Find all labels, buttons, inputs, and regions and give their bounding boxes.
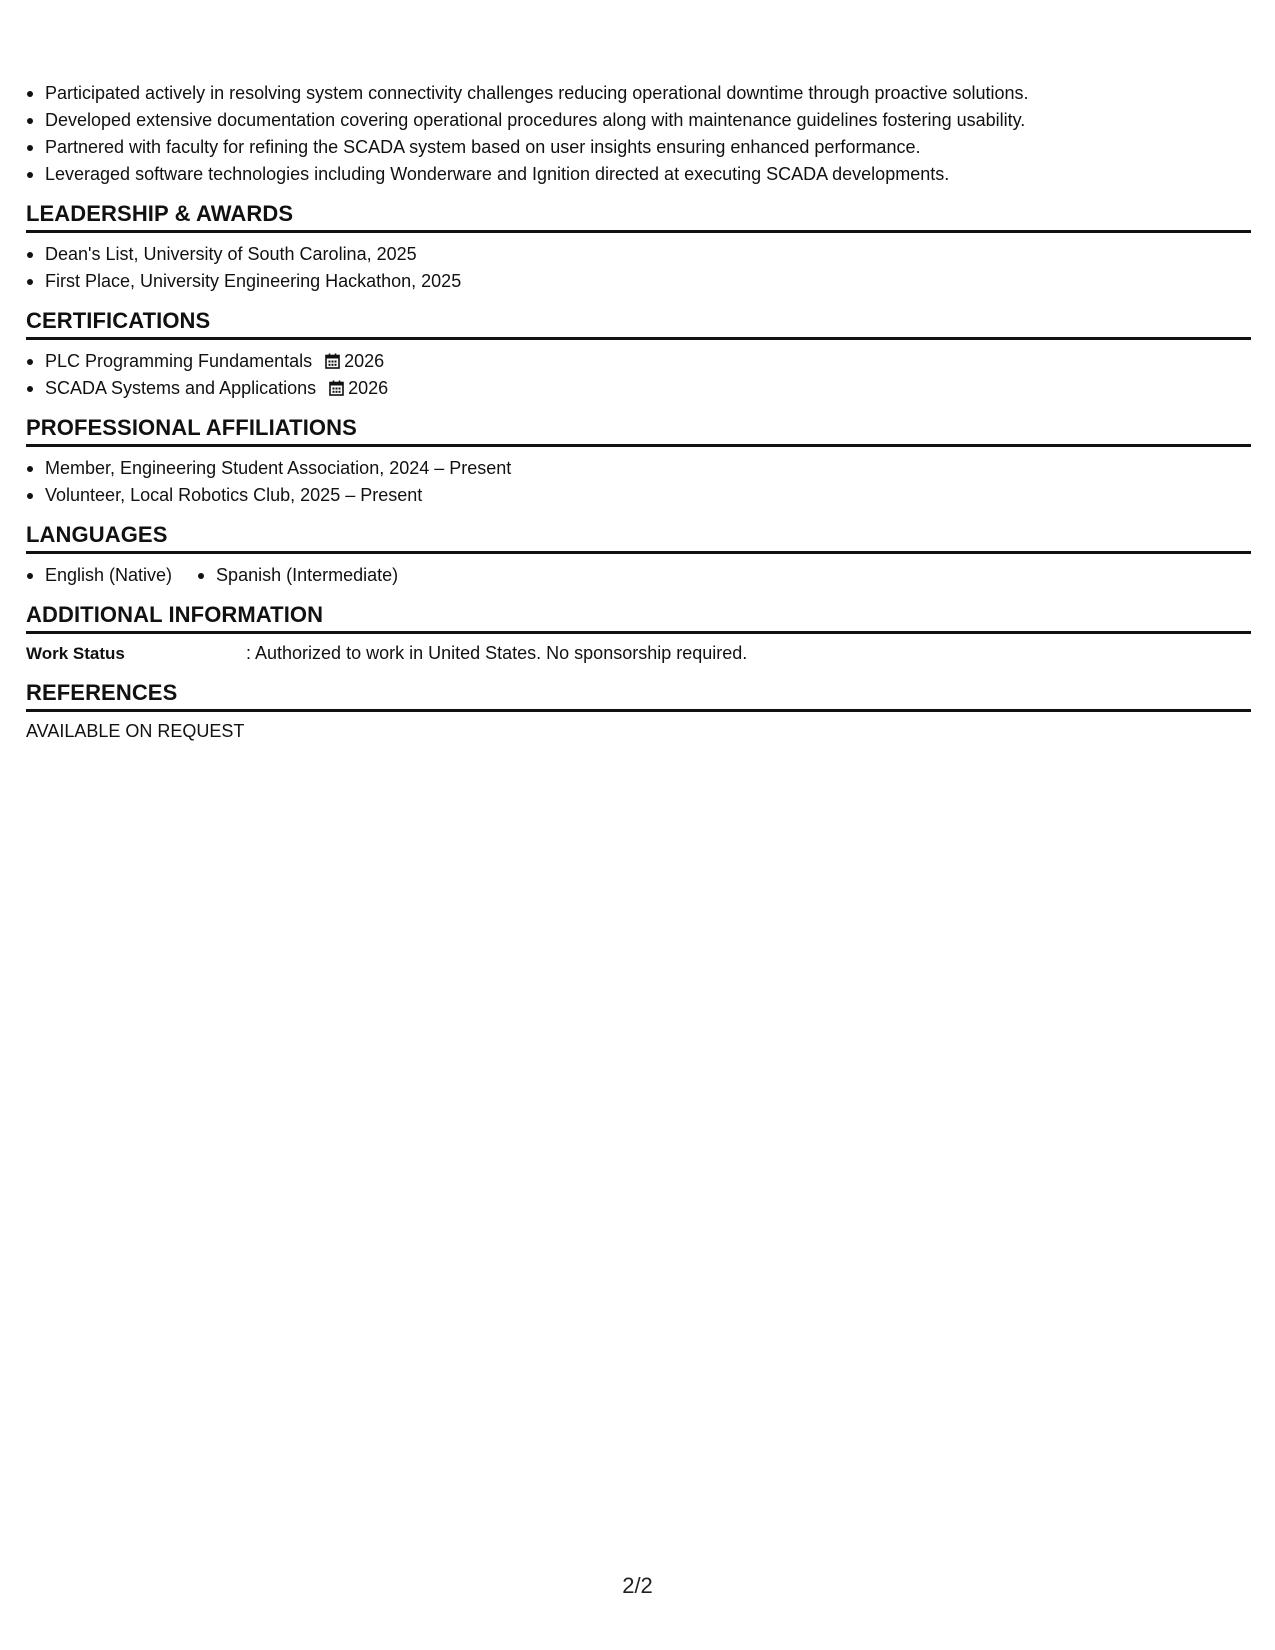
affiliations-section	[26, 415, 1251, 509]
calendar-icon	[329, 380, 344, 396]
section-heading-additional-info: ADDITIONAL INFORMATION	[26, 602, 1251, 634]
additional-info-section	[26, 602, 1251, 667]
section-heading-languages: LANGUAGES	[26, 522, 1251, 554]
affiliation-item: Member, Engineering Student Association, 2024 – Present	[26, 455, 1251, 482]
certifications-list	[26, 348, 1251, 402]
certification-year: 2026	[348, 378, 389, 398]
language-item: English (Native)	[26, 562, 172, 589]
work-status-row	[26, 640, 1251, 667]
experience-bullet: Partnered with faculty for refining the SCADA system based on user insights ensuring enhanced performance.	[26, 134, 1251, 161]
experience-bullet: Developed extensive documentation covering operational procedures along with maintenance guidelines fostering usability.	[26, 107, 1251, 134]
leadership-section	[26, 201, 1251, 295]
languages-list	[26, 562, 1251, 589]
experience-bullet-list	[26, 80, 1251, 188]
language-item: Spanish (Intermediate)	[197, 562, 398, 589]
affiliations-list	[26, 455, 1251, 509]
affiliation-item: Volunteer, Local Robotics Club, 2025 – Present	[26, 482, 1251, 509]
section-heading-certifications: CERTIFICATIONS	[26, 308, 1251, 340]
certification-name: PLC Programming Fundamentals	[45, 351, 313, 371]
references-section	[26, 680, 1251, 745]
calendar-icon	[325, 353, 340, 369]
certification-name: SCADA Systems and Applications	[45, 378, 317, 398]
section-heading-affiliations: PROFESSIONAL AFFILIATIONS	[26, 415, 1251, 447]
references-text: AVAILABLE ON REQUEST	[26, 721, 245, 741]
certifications-section	[26, 308, 1251, 402]
work-status-value: : Authorized to work in United States. No sponsorship required.	[246, 643, 748, 663]
page-number: 2/2	[622, 1573, 653, 1598]
certification-item	[26, 348, 1251, 375]
leadership-list	[26, 241, 1251, 295]
resume-page	[26, 80, 1251, 745]
section-heading-references: REFERENCES	[26, 680, 1251, 712]
experience-bullet: Participated actively in resolving system connectivity challenges reducing operational downtime through proactive solutions.	[26, 80, 1251, 107]
certification-year: 2026	[344, 351, 385, 371]
experience-bullet: Leveraged software technologies including Wonderware and Ignition directed at executing SCADA developments.	[26, 161, 1251, 188]
certification-item	[26, 375, 1251, 402]
languages-section	[26, 522, 1251, 589]
section-heading-leadership: LEADERSHIP & AWARDS	[26, 201, 1251, 233]
leadership-item: First Place, University Engineering Hackathon, 2025	[26, 268, 1251, 295]
work-status-label: Work Status	[26, 644, 125, 663]
leadership-item: Dean's List, University of South Carolina, 2025	[26, 241, 1251, 268]
